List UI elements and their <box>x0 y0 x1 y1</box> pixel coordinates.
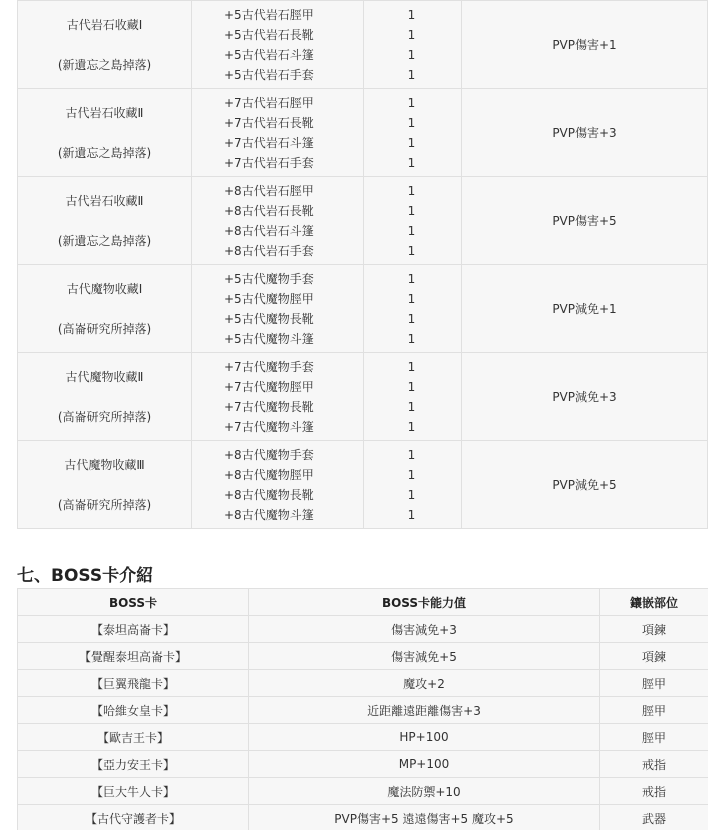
collection-qty: 1 <box>407 135 416 150</box>
collection-item: +7古代岩石手套 <box>224 155 314 170</box>
collection-item: +5古代魔物脛甲 <box>224 291 314 306</box>
collection-name: 古代岩石收藏Ⅰ <box>66 17 143 32</box>
boss-card-name: 【覺醒泰坦高崙卡】 <box>18 643 249 670</box>
collection-name-cell <box>18 1 192 89</box>
boss-row <box>18 778 708 805</box>
boss-card-slot: 脛甲 <box>600 697 708 724</box>
collection-qty: 1 <box>407 447 416 462</box>
collection-qty: 1 <box>407 399 416 414</box>
boss-card-ability: 近距離遠距離傷害+3 <box>249 697 600 724</box>
collection-row <box>18 89 708 177</box>
collection-item: +5古代魔物手套 <box>224 271 314 286</box>
collection-name: 古代魔物收藏Ⅲ <box>64 457 145 472</box>
collection-row <box>18 177 708 265</box>
collection-qty: 1 <box>407 291 416 306</box>
boss-card-slot: 武器 <box>600 805 708 830</box>
collection-item: +5古代魔物長靴 <box>224 311 314 326</box>
boss-card-ability: 魔攻+2 <box>249 670 600 697</box>
collection-items-cell <box>192 89 364 177</box>
collection-items-cell <box>192 265 364 353</box>
collection-qty: 1 <box>407 331 416 346</box>
collection-row <box>18 353 708 441</box>
boss-card-slot: 脛甲 <box>600 724 708 751</box>
collection-effect: PVP傷害+3 <box>462 89 708 177</box>
collection-item: +7古代岩石斗篷 <box>224 135 314 150</box>
collection-qty: 1 <box>407 7 416 22</box>
collection-item: +8古代岩石手套 <box>224 243 314 258</box>
collection-name: 古代岩石收藏Ⅱ <box>65 105 144 120</box>
collection-item: +5古代魔物斗篷 <box>224 331 314 346</box>
boss-row <box>18 805 708 830</box>
collection-items-cell <box>192 353 364 441</box>
boss-card-ability: HP+100 <box>249 724 600 751</box>
collection-item: +5古代岩石脛甲 <box>224 7 314 22</box>
collection-source: (高崙研究所掉落) <box>57 409 152 424</box>
collection-qty-cell <box>364 265 462 353</box>
collection-qty: 1 <box>407 203 416 218</box>
collection-qty: 1 <box>407 271 416 286</box>
collection-item: +8古代魔物手套 <box>224 447 314 462</box>
header-boss-card: BOSS卡 <box>18 589 249 616</box>
collection-qty: 1 <box>407 47 416 62</box>
boss-card-slot: 項鍊 <box>600 643 708 670</box>
boss-card-name: 【歐吉王卡】 <box>18 724 249 751</box>
boss-row <box>18 724 708 751</box>
collection-item: +5古代岩石斗篷 <box>224 47 314 62</box>
collection-qty: 1 <box>407 95 416 110</box>
collection-item: +8古代魔物脛甲 <box>224 467 314 482</box>
collection-name: 古代魔物收藏Ⅱ <box>65 369 144 384</box>
collection-name-cell <box>18 441 192 529</box>
collection-item: +7古代魔物手套 <box>224 359 314 374</box>
collection-name-cell <box>18 353 192 441</box>
collection-qty: 1 <box>407 379 416 394</box>
collection-name-cell <box>18 265 192 353</box>
collection-qty: 1 <box>407 223 416 238</box>
collection-qty: 1 <box>407 359 416 374</box>
collection-row <box>18 265 708 353</box>
collection-effect: PVP減免+3 <box>462 353 708 441</box>
boss-card-name: 【古代守護者卡】 <box>18 805 249 830</box>
collection-item: +8古代岩石長靴 <box>224 203 314 218</box>
collection-qty: 1 <box>407 67 416 82</box>
collection-qty: 1 <box>407 419 416 434</box>
collection-items-cell <box>192 441 364 529</box>
collection-qty-cell <box>364 89 462 177</box>
boss-card-ability: 傷害減免+5 <box>249 643 600 670</box>
collection-item: +5古代岩石手套 <box>224 67 314 82</box>
collection-item: +7古代魔物斗篷 <box>224 419 314 434</box>
collection-qty: 1 <box>407 155 416 170</box>
collection-source: (新遺忘之島掉落) <box>57 233 152 248</box>
collection-items-cell <box>192 1 364 89</box>
boss-card-ability: MP+100 <box>249 751 600 778</box>
boss-card-ability: PVP傷害+5 遠遠傷害+5 魔攻+5 <box>249 805 600 830</box>
collection-effect: PVP傷害+5 <box>462 177 708 265</box>
boss-header-row <box>18 589 708 616</box>
collection-item: +8古代岩石脛甲 <box>224 183 314 198</box>
boss-row <box>18 670 708 697</box>
collection-qty-cell <box>364 177 462 265</box>
collection-item: +8古代岩石斗篷 <box>224 223 314 238</box>
collection-name-cell <box>18 89 192 177</box>
collection-item: +8古代魔物長靴 <box>224 487 314 502</box>
collection-table <box>17 0 708 529</box>
boss-card-ability: 傷害減免+3 <box>249 616 600 643</box>
boss-card-table <box>17 588 708 830</box>
collection-qty: 1 <box>407 27 416 42</box>
boss-card-name: 【哈維女皇卡】 <box>18 697 249 724</box>
collection-item: +7古代岩石長靴 <box>224 115 314 130</box>
collection-qty: 1 <box>407 311 416 326</box>
collection-item: +7古代魔物長靴 <box>224 399 314 414</box>
collection-items-cell <box>192 177 364 265</box>
boss-row <box>18 697 708 724</box>
boss-card-slot: 項鍊 <box>600 616 708 643</box>
collection-item: +7古代岩石脛甲 <box>224 95 314 110</box>
boss-card-slot: 脛甲 <box>600 670 708 697</box>
collection-source: (新遺忘之島掉落) <box>57 145 152 160</box>
collection-item: +5古代岩石長靴 <box>224 27 314 42</box>
collection-qty: 1 <box>407 183 416 198</box>
collection-effect: PVP減免+5 <box>462 441 708 529</box>
boss-card-name: 【巨大牛人卡】 <box>18 778 249 805</box>
collection-qty: 1 <box>407 467 416 482</box>
boss-card-name: 【巨翼飛龍卡】 <box>18 670 249 697</box>
collection-qty: 1 <box>407 507 416 522</box>
collection-effect: PVP減免+1 <box>462 265 708 353</box>
collection-source: (新遺忘之島掉落) <box>57 57 152 72</box>
collection-row <box>18 1 708 89</box>
boss-row <box>18 751 708 778</box>
collection-qty-cell <box>364 441 462 529</box>
boss-card-ability: 魔法防禦+10 <box>249 778 600 805</box>
collection-effect: PVP傷害+1 <box>462 1 708 89</box>
collection-item: +8古代魔物斗篷 <box>224 507 314 522</box>
boss-row <box>18 616 708 643</box>
header-slot: 鑲嵌部位 <box>600 589 708 616</box>
boss-card-slot: 戒指 <box>600 778 708 805</box>
boss-card-name: 【亞力安王卡】 <box>18 751 249 778</box>
boss-card-name: 【泰坦高崙卡】 <box>18 616 249 643</box>
collection-source: (高崙研究所掉落) <box>57 321 152 336</box>
collection-qty: 1 <box>407 487 416 502</box>
boss-row <box>18 643 708 670</box>
section-title: 七、BOSS卡介紹 <box>17 566 154 586</box>
collection-source: (高崙研究所掉落) <box>57 497 152 512</box>
collection-qty: 1 <box>407 243 416 258</box>
collection-row <box>18 441 708 529</box>
collection-qty-cell <box>364 1 462 89</box>
collection-qty: 1 <box>407 115 416 130</box>
collection-name: 古代岩石收藏Ⅱ <box>65 193 144 208</box>
header-ability: BOSS卡能力值 <box>249 589 600 616</box>
collection-qty-cell <box>364 353 462 441</box>
collection-name-cell <box>18 177 192 265</box>
boss-card-slot: 戒指 <box>600 751 708 778</box>
collection-name: 古代魔物收藏Ⅰ <box>66 281 143 296</box>
collection-item: +7古代魔物脛甲 <box>224 379 314 394</box>
